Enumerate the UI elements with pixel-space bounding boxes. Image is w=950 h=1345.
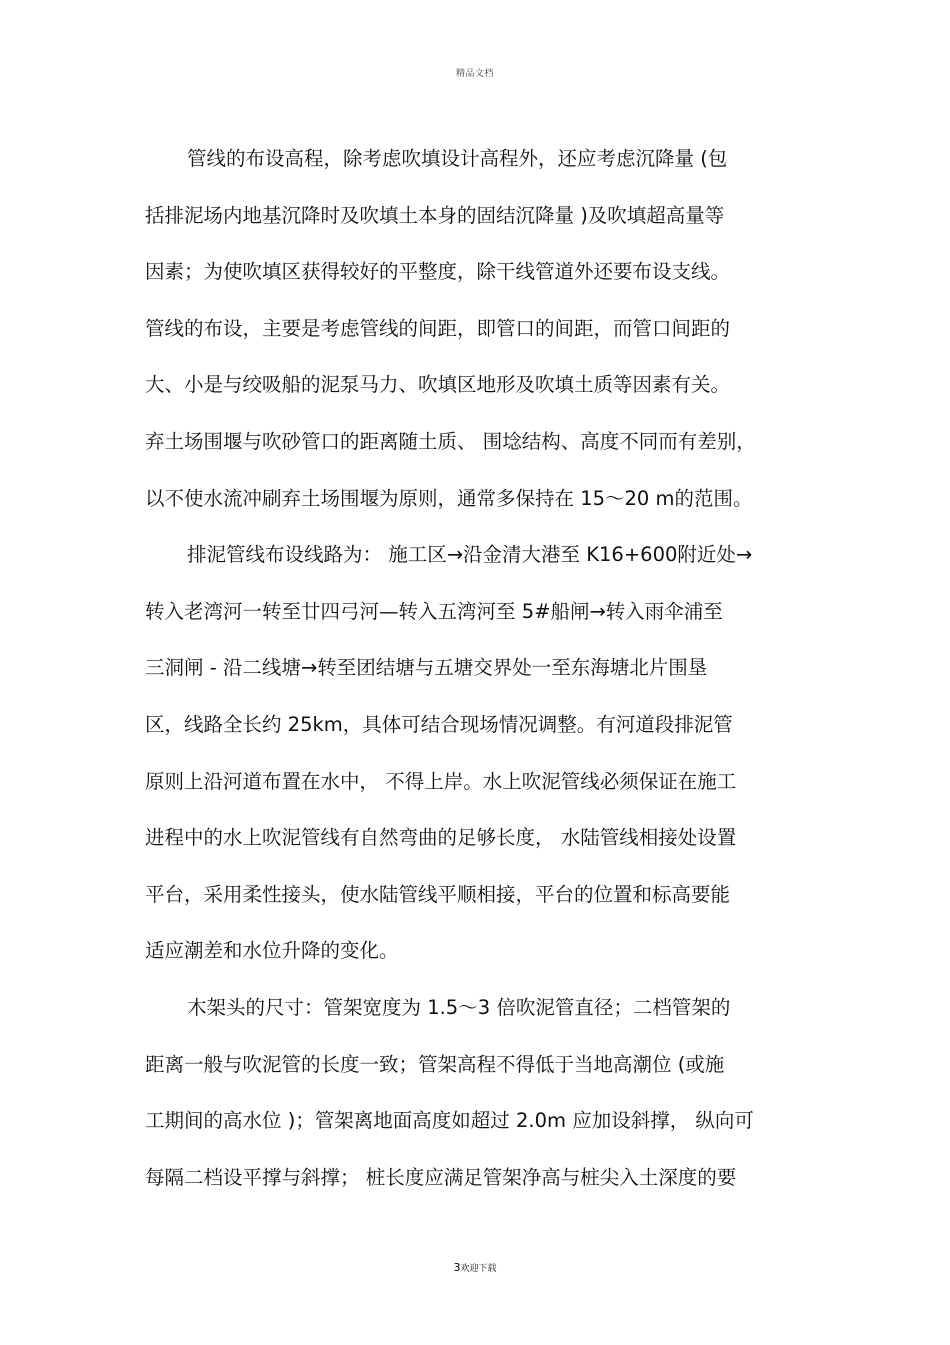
text-line: 弃土场围堰与吹砂管口的距离随土质、 围埝结构、高度不同而有差别，: [145, 429, 756, 453]
page-footer: [0, 1261, 950, 1274]
footer-text: 欢迎下载: [460, 1264, 497, 1274]
text-line: 区，线路全长约 25km，具体可结合现场情况调整。有河道段排泥管: [145, 712, 733, 736]
text-line: 因素；为使吹填区获得较好的平整度，除干线管道外还要布设支线。: [145, 260, 731, 284]
page-number: 3: [453, 1261, 461, 1274]
text-line: 木架头的尺寸：管架宽度为 1.5～3 倍吹泥管直径；二档管架的: [187, 995, 731, 1019]
text-line: 工期间的高水位 )；管架离地面高度如超过 2.0m 应加设斜撑， 纵向可: [145, 1109, 754, 1133]
text-line: 适应潮差和水位升降的变化。: [145, 939, 399, 963]
text-line: 平台，采用柔性接头，使水陆管线平顺相接，平台的位置和标高要能: [145, 882, 731, 906]
text-line: 每隔二档设平撑与斜撑； 桩长度应满足管架净高与桩尖入土深度的要: [145, 1165, 737, 1189]
text-line: 转入老湾河一转至廿四弓河—转入五湾河至 5#船闸→转入雨伞浦至: [145, 599, 723, 623]
text-line: 管线的布设，主要是考虑管线的间距，即管口的间距，而管口间距的: [145, 316, 731, 340]
text-line: 原则上沿河道布置在水中， 不得上岸。水上吹泥管线必须保证在施工: [145, 769, 737, 793]
text-line: 以不使水流冲刷弃土场围堰为原则，通常多保持在 15～20 m的范围。: [145, 486, 753, 510]
text-line: 括排泥场内地基沉降时及吹填土本身的固结沉降量 )及吹填超高量等: [145, 203, 725, 227]
text-line: 管线的布设高程，除考虑吹填设计高程外，还应考虑沉降量 (包: [187, 147, 728, 170]
text-line: 进程中的水上吹泥管线有自然弯曲的足够长度， 水陆管线相接处设置: [145, 826, 737, 850]
text-line: 排泥管线布设线路为： 施工区→沿金清大港至 K16+600附近处→: [187, 543, 753, 567]
body-text: [145, 143, 815, 1218]
page-header: 精品文档: [455, 69, 494, 79]
text-line: 距离一般与吹泥管的长度一致；管架高程不得低于当地高潮位 (或施: [145, 1052, 725, 1076]
text-line: 大、小是与绞吸船的泥泵马力、吹填区地形及吹填土质等因素有关。: [145, 373, 731, 397]
text-line: 三洞闸 - 沿二线塘→转至团结塘与五塘交界处一至东海塘北片围垦: [145, 656, 708, 680]
